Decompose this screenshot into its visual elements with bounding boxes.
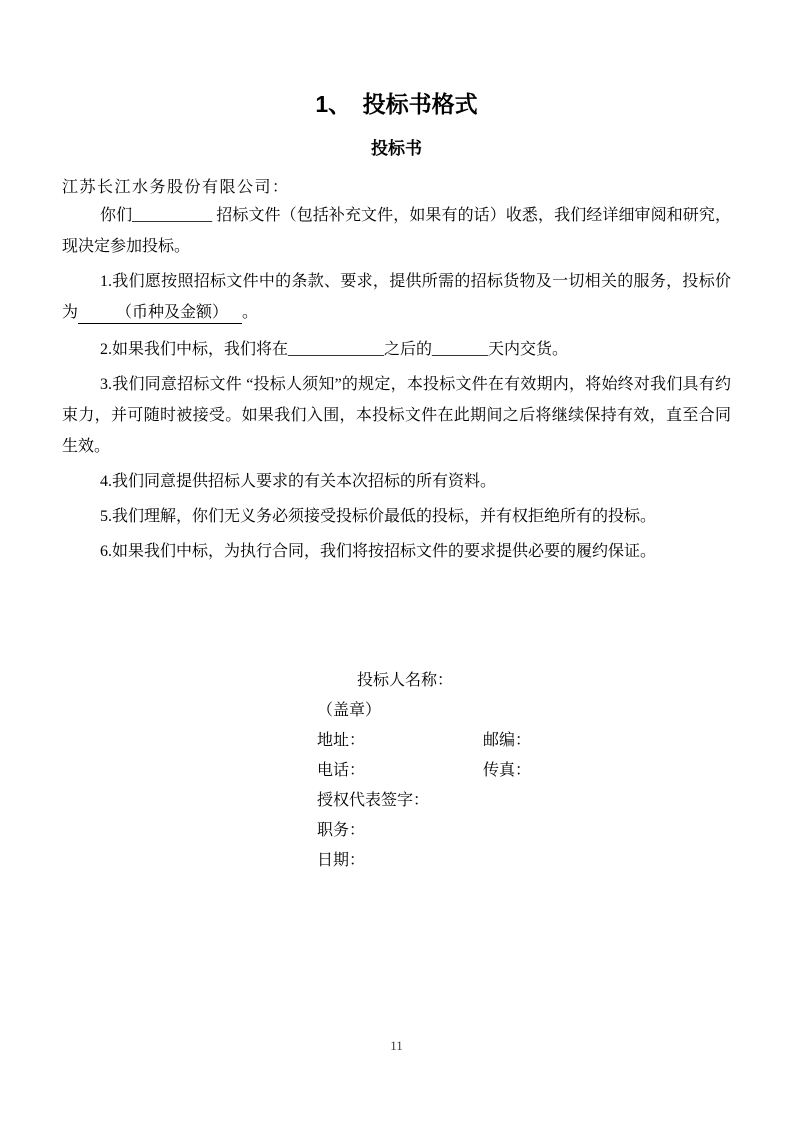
item4-paragraph: 4.我们同意提供招标人要求的有关本次招标的所有资料。: [100, 473, 497, 490]
item5-paragraph: 5.我们理解，你们无义务必须接受投标价最低的投标，并有权拒绝所有的投标。: [100, 508, 657, 525]
postcode-label: 邮编：: [483, 732, 532, 749]
fax-label: 传真：: [483, 762, 532, 779]
item1-text-before: 1.我们愿按照招标文件中的条款、要求，提供所需的招标货物及一切相关的服务，投标价为: [62, 273, 731, 321]
section-title: 1、 投标书格式: [315, 91, 478, 117]
salutation-line: 江苏长江水务股份有限公司：: [62, 179, 290, 196]
doc-title: 投标书: [371, 139, 422, 158]
item3-paragraph: 3.我们同意招标文件 “投标人须知”的规定，本投标文件在有效期内，将始终对我们具有约束力，并可随时被接受。如果我们入围，本投标文件在此期间之后将继续保持有效，直至合同生效。: [62, 376, 731, 455]
job-title-label: 职务：: [317, 822, 366, 839]
address-postcode-row: [317, 726, 731, 756]
address-label: 地址：: [317, 732, 366, 749]
item6-paragraph: 6.如果我们中标，为执行合同，我们将按招标文件的要求提供必要的履约保证。: [100, 543, 657, 560]
document-content: [0, 90, 793, 876]
item1-underlined-blank: （币种及金额）: [78, 303, 242, 324]
intro-paragraph: 你们__________ 招标文件（包括补充文件，如果有的话）收悉，我们经详细审阅和研究，现决定参加投标。: [62, 207, 731, 255]
page-number: 11: [390, 1038, 403, 1053]
item1-text-after: 。: [242, 304, 259, 321]
signer-label: 授权代表签字：: [317, 792, 430, 809]
signature-block: [317, 666, 731, 876]
phone-fax-row: [317, 756, 731, 786]
item2-paragraph: 2.如果我们中标，我们将在____________之后的_______天内交货。: [100, 341, 569, 358]
date-label: 日期：: [317, 852, 366, 869]
bidder-name-label: 投标人名称：: [357, 672, 454, 689]
phone-label: 电话：: [317, 762, 366, 779]
item1-paragraph: [62, 266, 731, 328]
seal-label: （盖章）: [317, 702, 382, 719]
